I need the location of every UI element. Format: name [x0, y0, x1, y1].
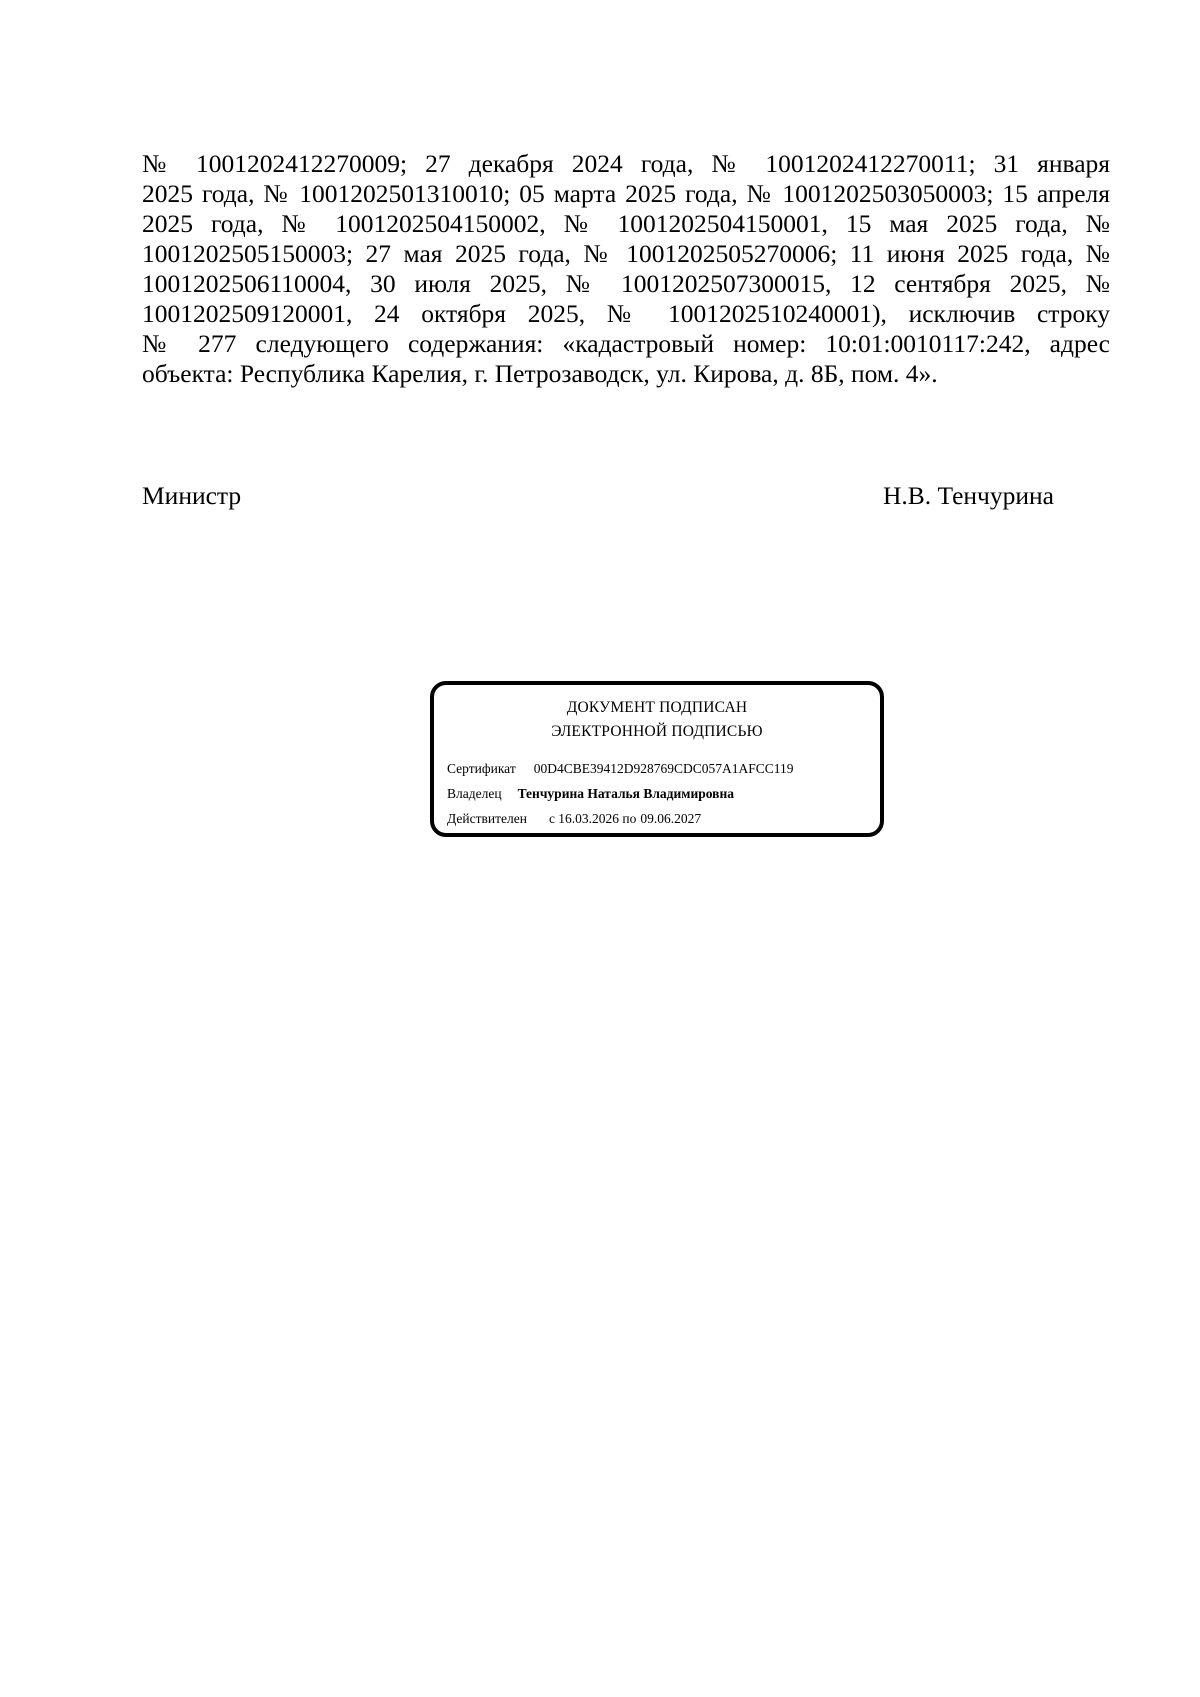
body-line: 1001202505150003; 27 мая 2025 года, № 1001202505270006; 11 июня 2025 года, № [142, 239, 1110, 268]
stamp-certificate-row [447, 760, 794, 778]
stamp-title-line: ЭЛЕКТРОННОЙ ПОДПИСЬЮ [551, 723, 763, 740]
body-line: № 277 следующего содержания: «кадастровый номер: 10:01:0010117:242, адрес [142, 329, 1110, 358]
stamp-validity-row [447, 810, 701, 828]
stamp-title [434, 696, 880, 744]
signature-block [142, 481, 1054, 511]
certificate-value: 00D4CBE39412D928769CDC057A1AFCC119 [533, 761, 794, 776]
body-paragraph [142, 149, 1110, 389]
valid-from-value: с 16.03.2026 по [548, 811, 637, 826]
owner-value: Тенчурина Наталья Владимировна [517, 786, 734, 801]
body-line: 2025 года, № 1001202501310010; 05 марта 2025 года, № 1001202503050003; 15 апреля [142, 179, 1110, 208]
valid-until-value: 09.06.2027 [640, 811, 702, 826]
electronic-signature-stamp [430, 681, 884, 837]
body-line: объекта: Республика Карелия, г. Петрозаводск, ул. Кирова, д. 8Б, пом. 4». [142, 359, 938, 388]
body-line: 1001202509120001, 24 октября 2025, № 1001202510240001), исключив строку [142, 299, 1110, 328]
body-line: 1001202506110004, 30 июля 2025, № 1001202507300015, 12 сентября 2025, № [142, 269, 1110, 298]
owner-label: Владелец [447, 786, 502, 801]
body-line: № 1001202412270009; 27 декабря 2024 года, № 1001202412270011; 31 января [142, 149, 1110, 178]
stamp-owner-row [447, 785, 734, 803]
certificate-label: Сертификат [447, 761, 516, 776]
signatory-title: Министр [142, 481, 242, 510]
valid-label: Действителен [447, 811, 527, 826]
signatory-name: Н.В. Тенчурина [882, 481, 1054, 510]
stamp-title-line: ДОКУМЕНТ ПОДПИСАН [566, 699, 748, 716]
body-line: 2025 года, № 1001202504150002, № 1001202504150001, 15 мая 2025 года, № [142, 209, 1110, 238]
